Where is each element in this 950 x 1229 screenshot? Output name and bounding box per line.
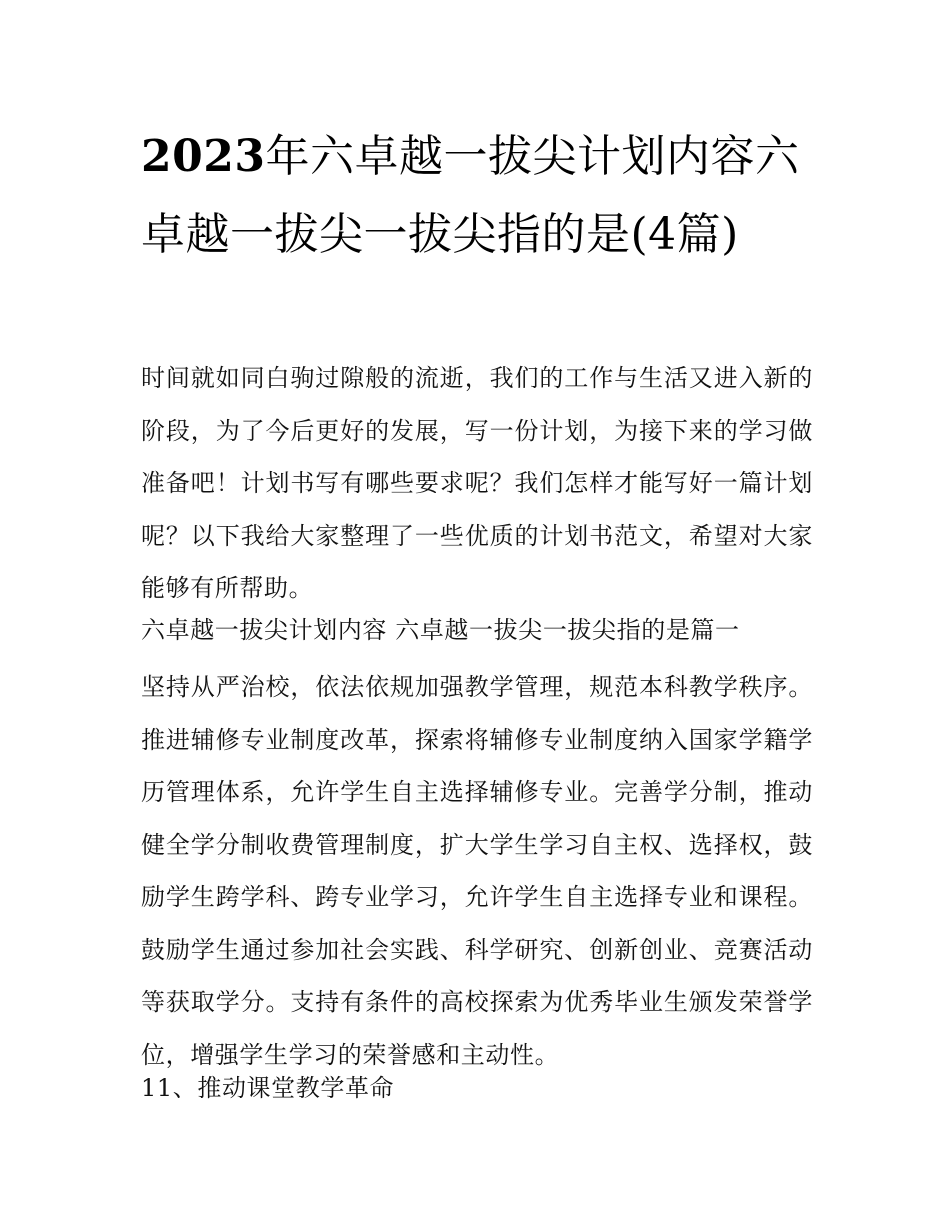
title-text: 年六卓越一拔尖计划内容六卓越一拔尖一拔尖指的是(4篇) bbox=[141, 131, 800, 260]
section-heading: 六卓越一拔尖计划内容 六卓越一拔尖一拔尖指的是篇一 bbox=[141, 616, 740, 644]
title-year: 2023 bbox=[141, 131, 266, 182]
body-paragraph: 坚持从严治校，依法依规加强教学管理，规范本科教学秩序。推进辅修专业制度改革，探索将辅修专业制度纳入国家学籍学历管理体系，允许学生自主选择辅修专业。完善学分制，推动健全学分制收费管理制度，扩大学生学习自主权、选择权，鼓励学生跨学科、跨专业学习，允许学生自主选择专业和课程。鼓励学生通过参加社会实践、科学研究、创新创业、竞赛活动等获取学分。支持有条件的高校探索为优秀毕业生颁发荣誉学位，增强学生学习的荣誉感和主动性。 bbox=[141, 673, 813, 1069]
document-title bbox=[141, 118, 821, 274]
intro-paragraph: 时间就如同白驹过隙般的流逝，我们的工作与生活又进入新的阶段，为了今后更好的发展，写一份计划，为接下来的学习做准备吧！计划书写有哪些要求呢？我们怎样才能写好一篇计划呢？以下我给大家整理了一些优质的计划书范文，希望对大家能够有所帮助。 bbox=[141, 364, 813, 602]
item-heading: 11、推动课堂教学革命 bbox=[141, 1074, 395, 1102]
